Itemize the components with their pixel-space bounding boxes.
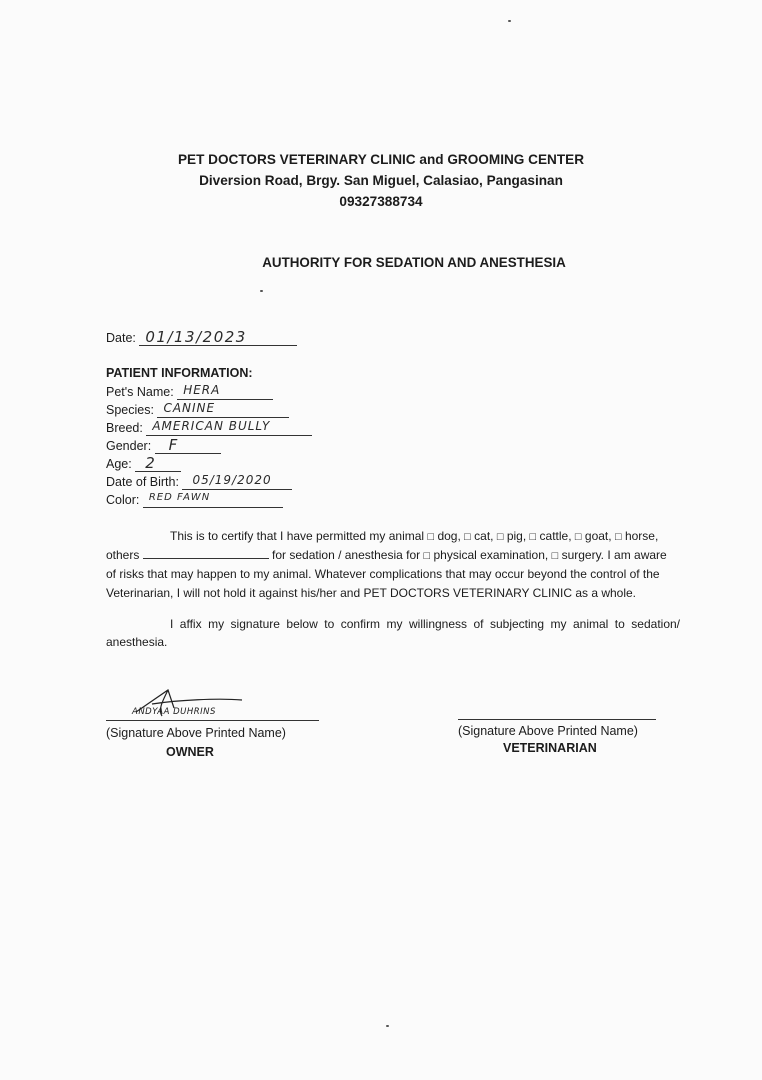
species-field — [106, 402, 289, 418]
dob-value: 05/19/2020 — [192, 473, 272, 487]
breed-value: AMERICAN BULLY — [152, 419, 271, 433]
age-label: Age: — [106, 457, 132, 471]
owner-signature-caption: (Signature Above Printed Name) — [106, 726, 286, 740]
scan-speck — [508, 20, 511, 22]
consent-intro: This is to certify that I have permitted my animal — [170, 529, 425, 543]
option-physical-exam: physical examination, — [433, 548, 549, 563]
gender-value: F — [168, 436, 179, 454]
species-line — [157, 402, 289, 418]
vet-role: VETERINARIAN — [503, 741, 597, 755]
date-line — [139, 330, 297, 346]
date-value: 01/13/2023 — [145, 328, 247, 346]
breed-label: Breed: — [106, 421, 143, 435]
checkbox-cattle-icon[interactable]: □ — [529, 531, 537, 543]
clinic-phone: 09327388734 — [339, 194, 423, 209]
checkbox-dog-icon[interactable]: □ — [427, 531, 435, 543]
color-field — [106, 492, 283, 508]
owner-signature-line — [106, 720, 319, 721]
breed-line — [146, 420, 312, 436]
vet-signature-line — [458, 719, 656, 720]
color-line — [143, 492, 283, 508]
age-value: 2 — [145, 454, 157, 472]
color-label: Color: — [106, 493, 140, 507]
owner-printed-name: ANDYAA DUHRINS — [132, 707, 216, 717]
checkbox-pig-icon[interactable]: □ — [496, 531, 504, 543]
breed-field — [106, 420, 312, 436]
checkbox-physical-icon[interactable]: □ — [423, 550, 431, 563]
vet-signature-caption: (Signature Above Printed Name) — [458, 724, 638, 738]
others-blank-field[interactable] — [143, 546, 269, 559]
date-label: Date: — [106, 331, 136, 345]
gender-line — [155, 438, 221, 454]
pet-name-field — [106, 384, 273, 400]
scan-speck — [260, 290, 263, 292]
gender-field — [106, 438, 221, 454]
pet-name-value: HERA — [183, 383, 221, 397]
pet-name-label: Pet's Name: — [106, 385, 174, 399]
checkbox-surgery-icon[interactable]: □ — [551, 550, 559, 563]
dob-label: Date of Birth: — [106, 475, 179, 489]
pet-name-line — [177, 384, 273, 400]
scan-speck — [386, 1025, 389, 1027]
age-field — [106, 456, 181, 472]
option-horse-others: horse, others — [106, 529, 659, 563]
affirmation-paragraph: I affix my signature below to confirm my willingness of subjecting my animal to sedation/ anesthesia. — [106, 617, 680, 650]
option-goat: goat, — [584, 529, 612, 543]
patient-info-heading: PATIENT INFORMATION: — [106, 366, 253, 380]
color-value: RED FAWN — [148, 492, 211, 503]
option-pig: pig, — [506, 529, 527, 543]
option-dog: dog, — [437, 529, 461, 543]
gender-label: Gender: — [106, 439, 152, 453]
species-value: CANINE — [163, 401, 216, 415]
dob-line — [182, 474, 292, 490]
option-cattle: cattle, — [539, 529, 572, 543]
option-cat: cat, — [474, 529, 494, 543]
consent-risks: I am aware of risks that may happen to my animal. Whatever complications that may occur beyond the control of the Veterinarian, I will not hold it against his/her and PET DOCTORS VETERINARY CLINIC as a whole. — [106, 548, 667, 600]
clinic-name: PET DOCTORS VETERINARY CLINIC and GROOMING CENTER — [177, 152, 585, 167]
consent-purpose: for sedation / anesthesia for — [272, 548, 421, 563]
owner-role: OWNER — [166, 745, 214, 759]
dob-field — [106, 474, 292, 490]
clinic-address: Diversion Road, Brgy. San Miguel, Calasiao, Pangasinan — [199, 173, 563, 188]
age-line — [135, 456, 181, 472]
species-label: Species: — [106, 403, 154, 417]
date-field — [106, 330, 297, 346]
checkbox-goat-icon[interactable]: □ — [574, 531, 582, 543]
checkbox-cat-icon[interactable]: □ — [464, 531, 471, 543]
checkbox-horse-icon[interactable]: □ — [614, 531, 622, 543]
option-surgery: surgery. — [561, 548, 605, 563]
consent-paragraph — [106, 527, 680, 602]
form-title: AUTHORITY FOR SEDATION AND ANESTHESIA — [262, 255, 566, 270]
